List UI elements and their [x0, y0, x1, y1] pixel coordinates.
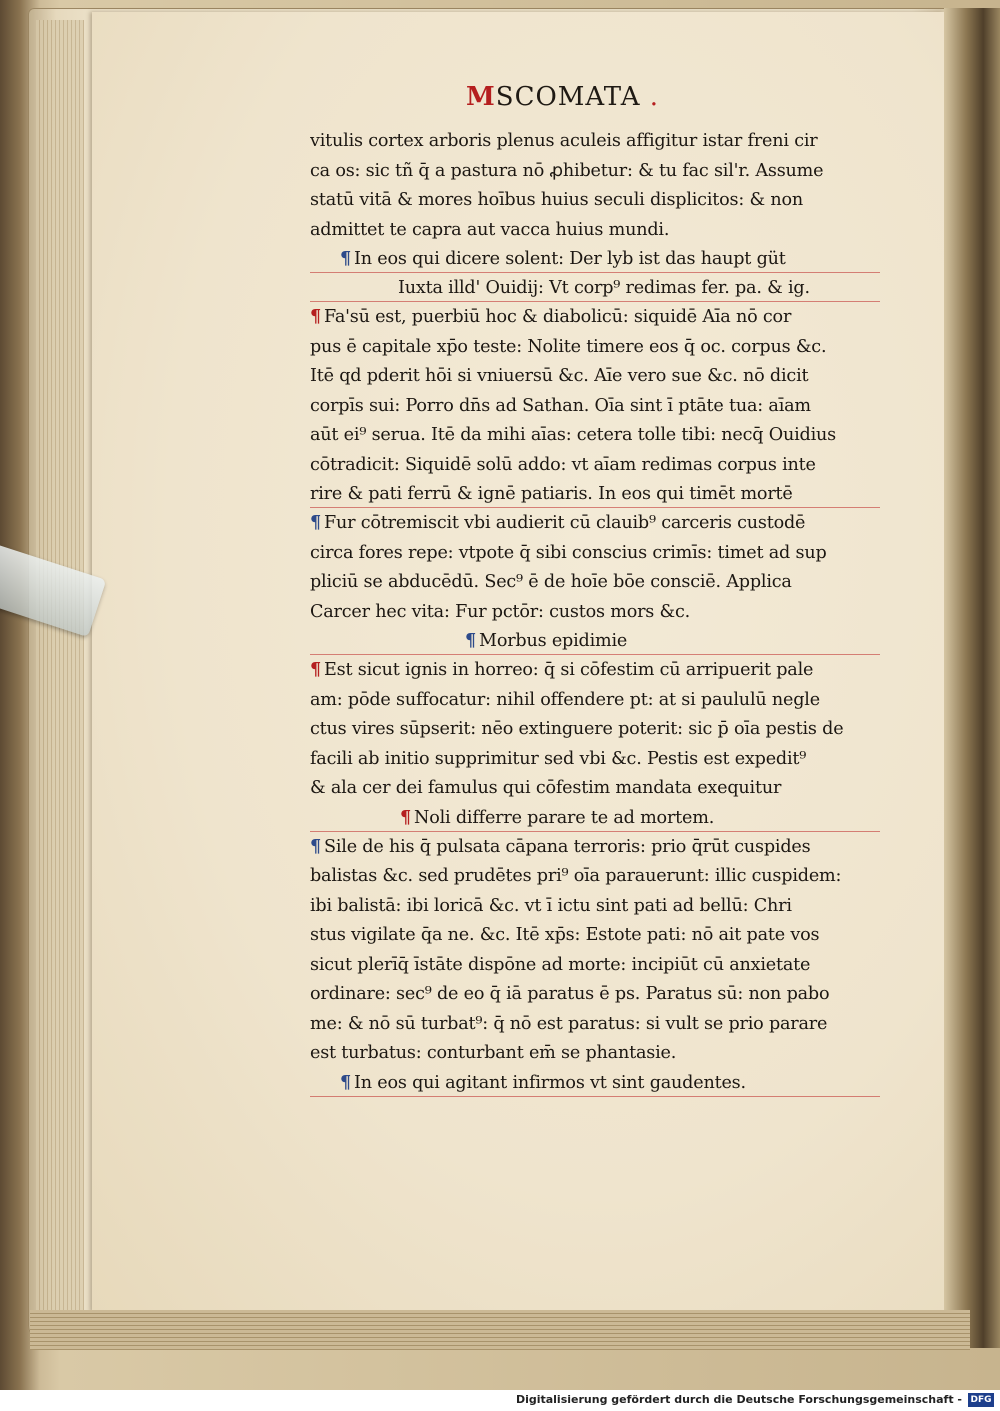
text-line: [310, 950, 880, 980]
line-text: Fa'sū est, puerbiū hoc & diabolicū: siquidē Aīa nō cor: [324, 307, 792, 327]
line-text: circa fores repe: vtpote q̄ sibi conscius crimīs: timet ad sup: [310, 542, 827, 563]
text-line: [310, 391, 880, 421]
text-line: [310, 1009, 880, 1039]
rubric-line: [310, 273, 880, 302]
line-text: aūt ei⁹ serua. Itē da mihi aīas: cetera tolle tibi: necq̄ Ouidius: [310, 425, 836, 445]
text-block: [310, 126, 880, 1097]
line-text: stus vigilate q̄a ne. &c. Itē xp̄s: Estote pati: nō ait pate vos: [310, 925, 820, 945]
header-title: SCOMATA: [495, 82, 641, 112]
line-text: pus ē capitale xp̄o teste: Nolite timere eos q̄ oc. corpus &c.: [310, 336, 827, 357]
text-line: [310, 479, 880, 508]
line-text: ca os: sic tñ q̄ a pastura nō ꝓhibetur: & tu fac sil'r. Assume: [310, 160, 824, 181]
line-text: ctus vires sūpserit: nēo extinguere poterit: sic p̄ oīa pestis de: [310, 719, 844, 739]
rubric-line: [310, 1068, 880, 1097]
line-text: Noli differre parare te ad mortem.: [414, 807, 715, 828]
line-text: Iuxta illd' Ouidij: Vt corp⁹ redimas fer. pa. & ig.: [398, 278, 810, 298]
running-header: [466, 82, 659, 112]
line-text: admittet te capra aut vacca huius mundi.: [310, 219, 670, 240]
text-line: [310, 302, 880, 332]
text-line: [310, 744, 880, 774]
text-line: [310, 126, 880, 156]
line-text: balistas &c. sed prudētes pri⁹ oīa parauerunt: illic cuspidem:: [310, 866, 842, 886]
line-text: Sile de his q̄ pulsata cāpana terroris: prio q̄rūt cuspides: [324, 836, 811, 857]
text-line: [310, 920, 880, 950]
text-line: [310, 185, 880, 215]
line-text: & ala cer dei famulus qui cōfestim mandata exequitur: [310, 778, 782, 798]
text-line: [310, 714, 880, 744]
line-text: est turbatus: conturbant em̄ se phantasie.: [310, 1043, 677, 1063]
page-bottom-edges: [30, 1310, 970, 1350]
line-text: rire & pati ferrū & ignē patiaris. In eos qui timēt mortē: [310, 484, 793, 504]
line-text: pliciū se abducēdū. Sec⁹ ē de hoīe bōe consciē. Applica: [310, 572, 792, 592]
text-line: [310, 1038, 880, 1068]
line-text: vitulis cortex arboris plenus aculeis affigitur istar freni cir: [310, 131, 818, 151]
line-text: statū vitā & mores hoībus huius seculi displicitos: & non: [310, 190, 803, 210]
text-line: [310, 655, 880, 685]
funding-notice: Digitalisierung gefördert durch die Deutsche Forschungsgemeinschaft -: [515, 1393, 962, 1406]
text-line: [310, 215, 880, 245]
line-text: Carcer hec vita: Fur pctōr: custos mors &c.: [310, 601, 691, 622]
line-text: facili ab initio supprimitur sed vbi &c. Pestis est expedit⁹: [310, 748, 807, 769]
dfg-logo: DFG: [968, 1393, 994, 1407]
line-text: ibi balistā: ibi loricā &c. vt ī ictu sint pati ad bellū: Chri: [310, 895, 792, 916]
line-text: Itē qd pderit hōi si vniuersū &c. Aīe vero sue &c. nō dicit: [310, 366, 809, 386]
text-line: [310, 773, 880, 803]
page-edges: [36, 20, 84, 1320]
line-text: corpīs sui: Porro dn̄s ad Sathan. Oīa sint ī ptāte tua: aīam: [310, 395, 811, 416]
header-initial: M: [466, 82, 496, 112]
paragraph-mark: ¶: [310, 512, 321, 533]
footer-bar: [0, 1390, 1000, 1411]
line-text: me: & nō sū turbat⁹: q̄ nō est paratus: si vult se prio parare: [310, 1013, 828, 1034]
paragraph-mark: ¶: [340, 248, 351, 269]
text-line: [310, 891, 880, 921]
text-line: [310, 979, 880, 1009]
paragraph-mark: ¶: [465, 630, 476, 651]
line-text: In eos qui dicere solent: Der lyb ist das haupt güt: [354, 249, 786, 269]
text-line: [310, 861, 880, 891]
paragraph-mark: ¶: [310, 306, 321, 327]
paragraph-mark: ¶: [340, 1071, 351, 1093]
paragraph-mark: ¶: [310, 835, 321, 857]
paragraph-mark: ¶: [400, 806, 411, 828]
text-line: [310, 420, 880, 450]
paragraph-mark: ¶: [310, 659, 321, 680]
rubric-line: [310, 244, 880, 273]
text-line: [310, 567, 880, 597]
book-gutter: [944, 8, 1000, 1348]
text-line: [310, 361, 880, 391]
line-text: Est sicut ignis in horreo: q̄ si cōfestim cū arripuerit pale: [324, 660, 814, 680]
line-text: Morbus epidimie: [479, 631, 628, 651]
line-text: In eos qui agitant infirmos vt sint gaudentes.: [354, 1072, 746, 1093]
line-text: sicut plerīq̄ īstāte dispōne ad morte: incipiūt cū anxietate: [310, 954, 811, 975]
text-line: [310, 832, 880, 862]
text-line: [310, 156, 880, 186]
text-line: [310, 450, 880, 480]
line-text: ordinare: sec⁹ de eo q̄ iā paratus ē ps. Paratus sū: non pabo: [310, 984, 830, 1004]
text-line: [310, 685, 880, 715]
line-text: cōtradicit: Siquidē solū addo: vt aīam redimas corpus inte: [310, 454, 816, 475]
text-line: [310, 508, 880, 538]
text-line: [310, 332, 880, 362]
rubric-line: [310, 626, 880, 655]
header-dot: .: [649, 82, 660, 112]
rubric-line: [310, 803, 880, 832]
line-text: am: pōde suffocatur: nihil offendere pt: at si paululū negle: [310, 689, 820, 710]
line-text: Fur cōtremiscit vbi audierit cū clauib⁹ carceris custodē: [324, 513, 806, 533]
text-line: [310, 538, 880, 568]
text-line: [310, 597, 880, 627]
